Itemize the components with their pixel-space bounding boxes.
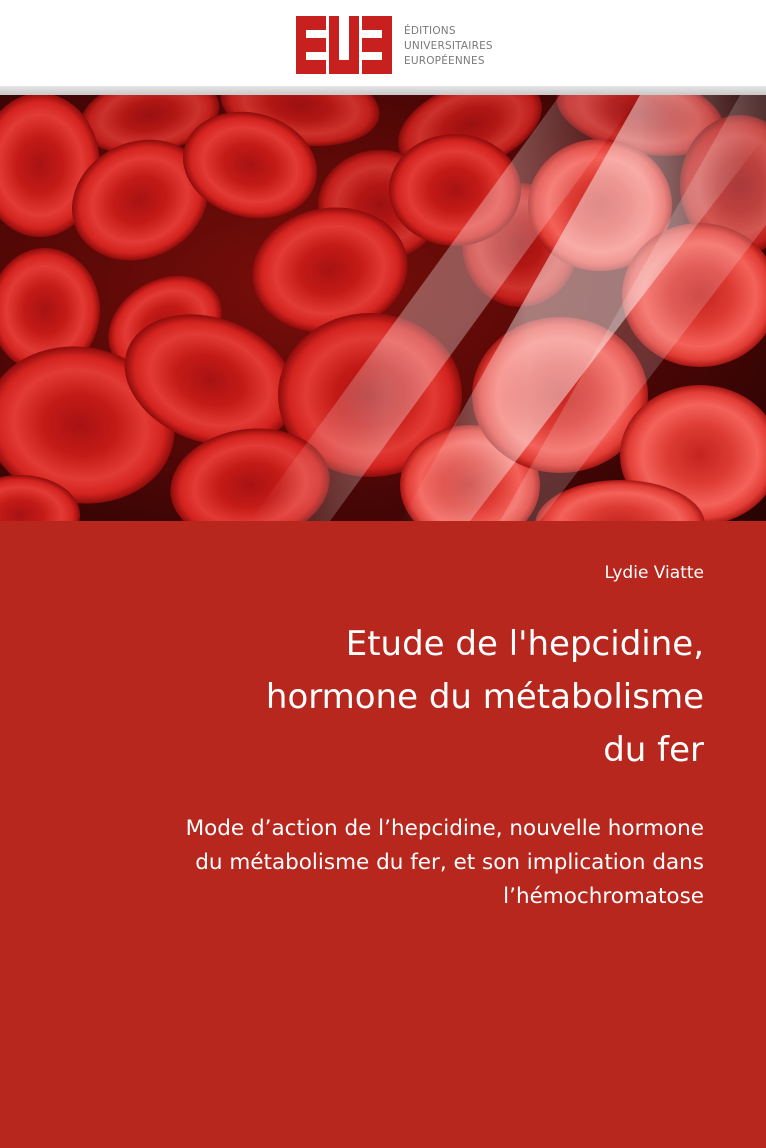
book-title-line: hormone du métabolisme: [265, 677, 704, 717]
publisher-name: [404, 24, 564, 69]
book-title-line: du fer: [603, 730, 704, 770]
publisher-logo: [296, 16, 392, 74]
publisher-line: UNIVERSITAIRES: [404, 40, 493, 52]
book-title: [64, 618, 704, 777]
book-title-line: Etude de l'hepcidine,: [345, 624, 704, 664]
book-subtitle-line: l’hémochromatose: [503, 884, 704, 909]
book-subtitle: [44, 812, 704, 914]
author-name: Lydie Viatte: [604, 563, 704, 583]
cover-photo-red-blood-cells: [0, 95, 766, 521]
publisher-line: ÉDITIONS: [404, 25, 456, 37]
book-subtitle-line: Mode d’action de l’hepcidine, nouvelle hormone: [185, 816, 704, 841]
publisher-line: EUROPÉENNES: [404, 55, 485, 67]
publisher-header: [0, 0, 766, 86]
header-divider: [0, 86, 766, 95]
book-subtitle-line: du métabolisme du fer, et son implication dans: [195, 850, 704, 875]
blood-cells-illustration: [0, 95, 766, 521]
